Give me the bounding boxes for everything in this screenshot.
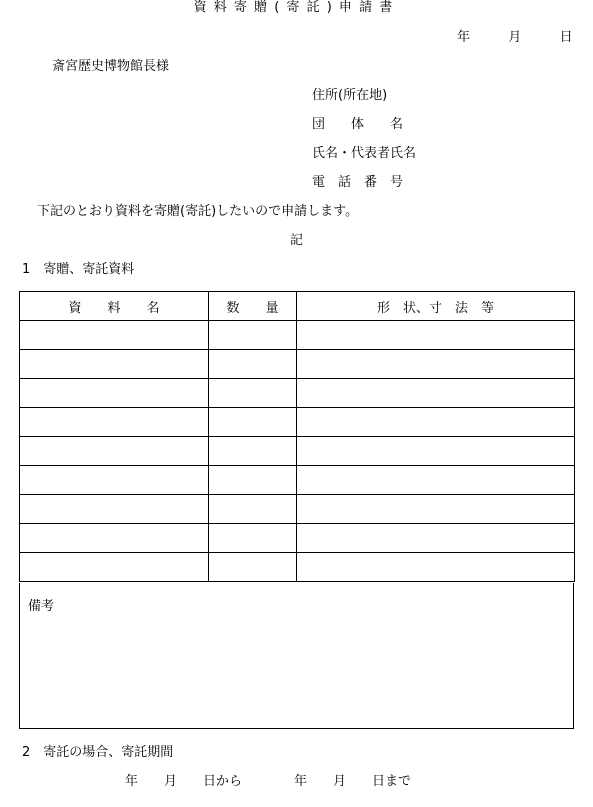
- quantity-cell[interactable]: [209, 321, 297, 350]
- addressee: 斎宮歴史博物館長様: [52, 59, 170, 74]
- date-month-label: 月: [508, 30, 522, 45]
- shape-dimensions-cell[interactable]: [297, 408, 575, 437]
- shape-dimensions-cell[interactable]: [297, 553, 575, 582]
- materials-table: [19, 291, 575, 582]
- table-row: [20, 379, 575, 408]
- material-name-cell[interactable]: [20, 350, 209, 379]
- section1-title: 1 寄贈、寄託資料: [22, 262, 135, 277]
- table-row: [20, 466, 575, 495]
- table-row: [20, 553, 575, 582]
- applicant-name-label: 氏名・代表者氏名: [312, 146, 417, 161]
- shape-dimensions-cell[interactable]: [297, 350, 575, 379]
- table-row: [20, 495, 575, 524]
- ki-heading: 記: [289, 233, 303, 248]
- table-row: [20, 524, 575, 553]
- quantity-cell[interactable]: [209, 350, 297, 379]
- table-row: [20, 321, 575, 350]
- remarks-label: 備考: [28, 599, 55, 614]
- header-material-name: 資 料 名: [20, 292, 209, 321]
- header-quantity: 数 量: [209, 292, 297, 321]
- shape-dimensions-cell[interactable]: [297, 379, 575, 408]
- header-shape-dimensions: 形 状、寸 法 等: [297, 292, 575, 321]
- quantity-cell[interactable]: [209, 495, 297, 524]
- table-row: [20, 437, 575, 466]
- application-statement: 下記のとおり資料を寄贈(寄託)したいので申請します。: [37, 204, 359, 219]
- table-body: [20, 321, 575, 582]
- remarks-box[interactable]: [19, 583, 574, 729]
- material-name-cell[interactable]: [20, 524, 209, 553]
- quantity-cell[interactable]: [209, 553, 297, 582]
- shape-dimensions-cell[interactable]: [297, 466, 575, 495]
- applicant-organization-label: 団 体 名: [312, 117, 404, 132]
- form-title: 資料寄贈(寄託)申請書: [193, 0, 400, 15]
- quantity-cell[interactable]: [209, 466, 297, 495]
- shape-dimensions-cell[interactable]: [297, 437, 575, 466]
- date-line: [457, 30, 573, 46]
- material-name-cell[interactable]: [20, 379, 209, 408]
- material-name-cell[interactable]: [20, 321, 209, 350]
- applicant-address-label: 住所(所在地): [312, 88, 388, 103]
- shape-dimensions-cell[interactable]: [297, 524, 575, 553]
- material-name-cell[interactable]: [20, 466, 209, 495]
- quantity-cell[interactable]: [209, 408, 297, 437]
- quantity-cell[interactable]: [209, 437, 297, 466]
- table-header-row: [20, 292, 575, 321]
- shape-dimensions-cell[interactable]: [297, 495, 575, 524]
- date-year-label: 年: [457, 30, 471, 45]
- material-name-cell[interactable]: [20, 437, 209, 466]
- material-name-cell[interactable]: [20, 553, 209, 582]
- table-row: [20, 350, 575, 379]
- material-name-cell[interactable]: [20, 408, 209, 437]
- material-name-cell[interactable]: [20, 495, 209, 524]
- quantity-cell[interactable]: [209, 524, 297, 553]
- table-row: [20, 408, 575, 437]
- section2-title: 2 寄託の場合、寄託期間: [22, 745, 174, 760]
- quantity-cell[interactable]: [209, 379, 297, 408]
- date-day-label: 日: [559, 30, 573, 45]
- deposit-period-line: 年 月 日から 年 月 日まで: [125, 774, 412, 789]
- shape-dimensions-cell[interactable]: [297, 321, 575, 350]
- applicant-phone-label: 電 話 番 号: [312, 175, 404, 190]
